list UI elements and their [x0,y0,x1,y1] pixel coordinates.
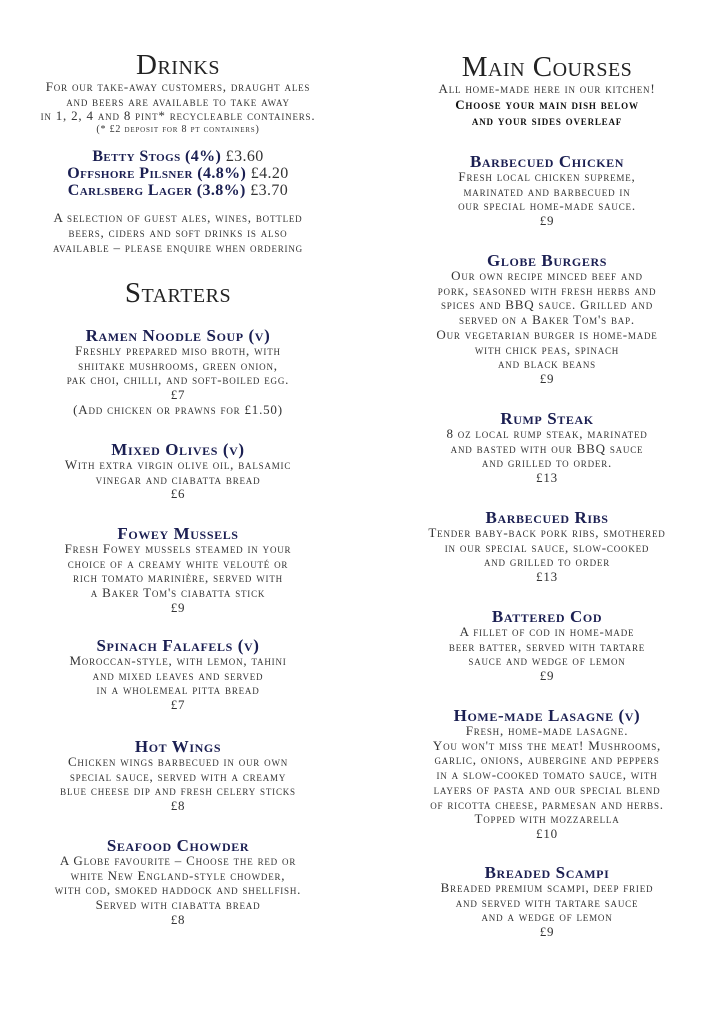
menu-item [3,738,353,814]
item-description: with cod, smoked haddock and shellfish. [54,882,302,898]
item-description: Fresh local chicken supreme, [458,169,636,184]
item-description: Served with ciabatta bread [95,897,261,913]
beer-price: £3.70 [250,182,289,200]
item-price: £13 [536,569,558,585]
item-description: and black beans [497,356,596,372]
item-description: served on a Baker Tom's bap. [459,312,635,328]
item-price: £6 [170,486,186,502]
menu-item [3,441,353,502]
item-description: in a slow-cooked tomato sauce, with [436,767,658,783]
drinks-note [3,211,353,255]
deposit-note: (* £2 deposit for 8 pt containers) [96,124,260,136]
item-description: our special home-made sauce. [458,198,636,214]
item-price: £8 [170,798,186,814]
section-title: Starters [124,277,232,309]
item-description: spices and BBQ sauce. Grilled and [440,297,654,313]
item-description: and mixed leaves and served [92,667,264,683]
item-extra: (Add chicken or prawns for £1.50) [73,401,283,417]
menu-item [372,864,722,940]
item-price: £13 [536,470,558,486]
item-description: With extra virgin olive oil, balsamic [64,457,292,472]
beer-item [3,165,353,182]
item-name: Seafood Chowder [106,836,250,855]
item-description: blue cheese dip and fresh celery sticks [60,783,296,799]
item-name: Spinach Falafels (v) [96,636,260,655]
item-price: £10 [536,825,558,841]
menu-item [372,608,722,684]
item-name: Hot Wings [134,737,222,756]
item-description: layers of pasta and our special blend [433,781,661,797]
item-description: and a wedge of lemon [481,909,613,925]
mains-intro: All home-made here in our kitchen! [438,81,656,96]
item-price: £9 [539,924,555,940]
item-description: sauce and wedge of lemon [468,653,626,669]
item-description: Breaded premium scampi, deep fried [440,880,654,895]
item-description: Moroccan-style, with lemon, tahini [69,653,287,668]
item-description: special sauce, served with a creamy [69,768,287,784]
menu-item [372,252,722,387]
item-description: Our vegetarian burger is home-made [436,326,658,342]
item-name: Mixed Olives (v) [111,440,245,459]
item-price: £7 [170,697,186,713]
item-description: Freshly prepared miso broth, with [75,343,281,358]
item-description: a Baker Tom's ciabatta stick [90,585,266,601]
menu-item [3,525,353,616]
item-description: beer batter, served with tartare [448,638,646,654]
item-description: Our own recipe minced beef and [451,268,643,283]
item-description: in our special sauce, slow-cooked [444,539,650,555]
item-description: rich tomato marinière, served with [73,570,283,586]
item-description: and served with tartare sauce [455,894,639,910]
beer-name: Carlsberg Lager (3.8%) [67,182,246,200]
item-description: shiitake mushrooms, green onion, [78,357,278,373]
beer-price: £4.20 [250,165,289,183]
item-price: £9 [539,370,555,386]
item-description: and grilled to order. [481,455,613,471]
mains-intro-bold: and your sides overleaf [471,112,623,128]
item-name: Home-made Lasagne (v) [453,706,641,725]
item-name: Ramen Noodle Soup (v) [85,326,271,345]
item-name: Barbecued Chicken [469,152,625,171]
beer-item [3,182,353,199]
menu-item [3,327,353,418]
item-description: and grilled to order [483,554,611,570]
item-description: in a wholemeal pitta bread [96,682,260,698]
item-name: Battered Cod [491,607,603,626]
drinks-section [3,50,353,255]
menu-item [372,509,722,585]
item-price: £7 [170,387,186,403]
item-description: with chick peas, spinach [474,341,620,357]
menu-item [372,410,722,486]
beer-name: Offshore Pilsner (4.8%) [67,165,247,183]
beer-price: £3.60 [225,148,264,166]
item-price: £9 [170,599,186,615]
drinks-note-line: A selection of guest ales, wines, bottled [53,210,303,226]
item-description: Fresh Fowey mussels steamed in your [64,541,292,556]
item-description: vinegar and ciabatta bread [95,471,261,487]
item-description: You won't miss the meat! Mushrooms, [432,737,662,753]
beer-name: Betty Stogs (4%) [92,148,222,166]
item-description: pork, seasoned with fresh herbs and [437,282,657,298]
item-description: garlic, onions, aubergine and peppers [434,752,660,768]
item-name: Fowey Mussels [117,524,239,543]
item-price: £9 [539,668,555,684]
mains-section [372,52,722,129]
drinks-note-line: available – please enquire when ordering [53,239,303,255]
mains-intro-bold: Choose your main dish below [455,96,639,112]
item-description: Chicken wings barbecued in our own [67,754,289,769]
drinks-intro-line: in 1, 2, 4 and 8 pint* recycleable containers. [40,108,316,124]
beer-list [3,148,353,199]
item-description: and basted with our BBQ sauce [450,440,644,456]
starters-section [3,278,353,308]
menu-item [3,837,353,928]
item-description: A fillet of cod in home-made [459,624,635,639]
section-title: Drinks [136,49,220,81]
menu-item [372,707,722,842]
item-description: A Globe favourite – Choose the red or [59,853,297,868]
item-description: choice of a creamy white velouté or [67,555,289,571]
item-description: marinated and barbecued in [463,183,631,199]
item-description: of ricotta cheese, parmesan and herbs. [430,796,664,812]
item-name: Barbecued Ribs [485,508,609,527]
item-description: Tender baby-back pork ribs, smothered [428,525,666,540]
item-description: Topped with mozzarella [474,811,620,827]
item-name: Breaded Scampi [484,863,610,882]
menu-item [372,153,722,229]
item-description: white New England-style chowder, [70,867,286,883]
menu-item [3,637,353,713]
item-price: £8 [170,911,186,927]
drinks-intro-line: For our take-away customers, draught ales [45,79,311,94]
drinks-note-line: beers, ciders and soft drinks is also [68,224,288,240]
item-description: 8 oz local rump steak, marinated [446,426,648,441]
section-title: Main Courses [461,51,633,83]
item-description: pak choi, chilli, and soft-boiled egg. [66,372,290,388]
drinks-intro-line: and beers are available to take away [66,93,290,109]
item-name: Rump Steak [500,409,594,428]
beer-item [3,148,353,165]
item-price: £9 [539,213,555,229]
item-name: Globe Burgers [487,251,607,270]
item-description: Fresh, home-made lasagne. [465,723,629,738]
